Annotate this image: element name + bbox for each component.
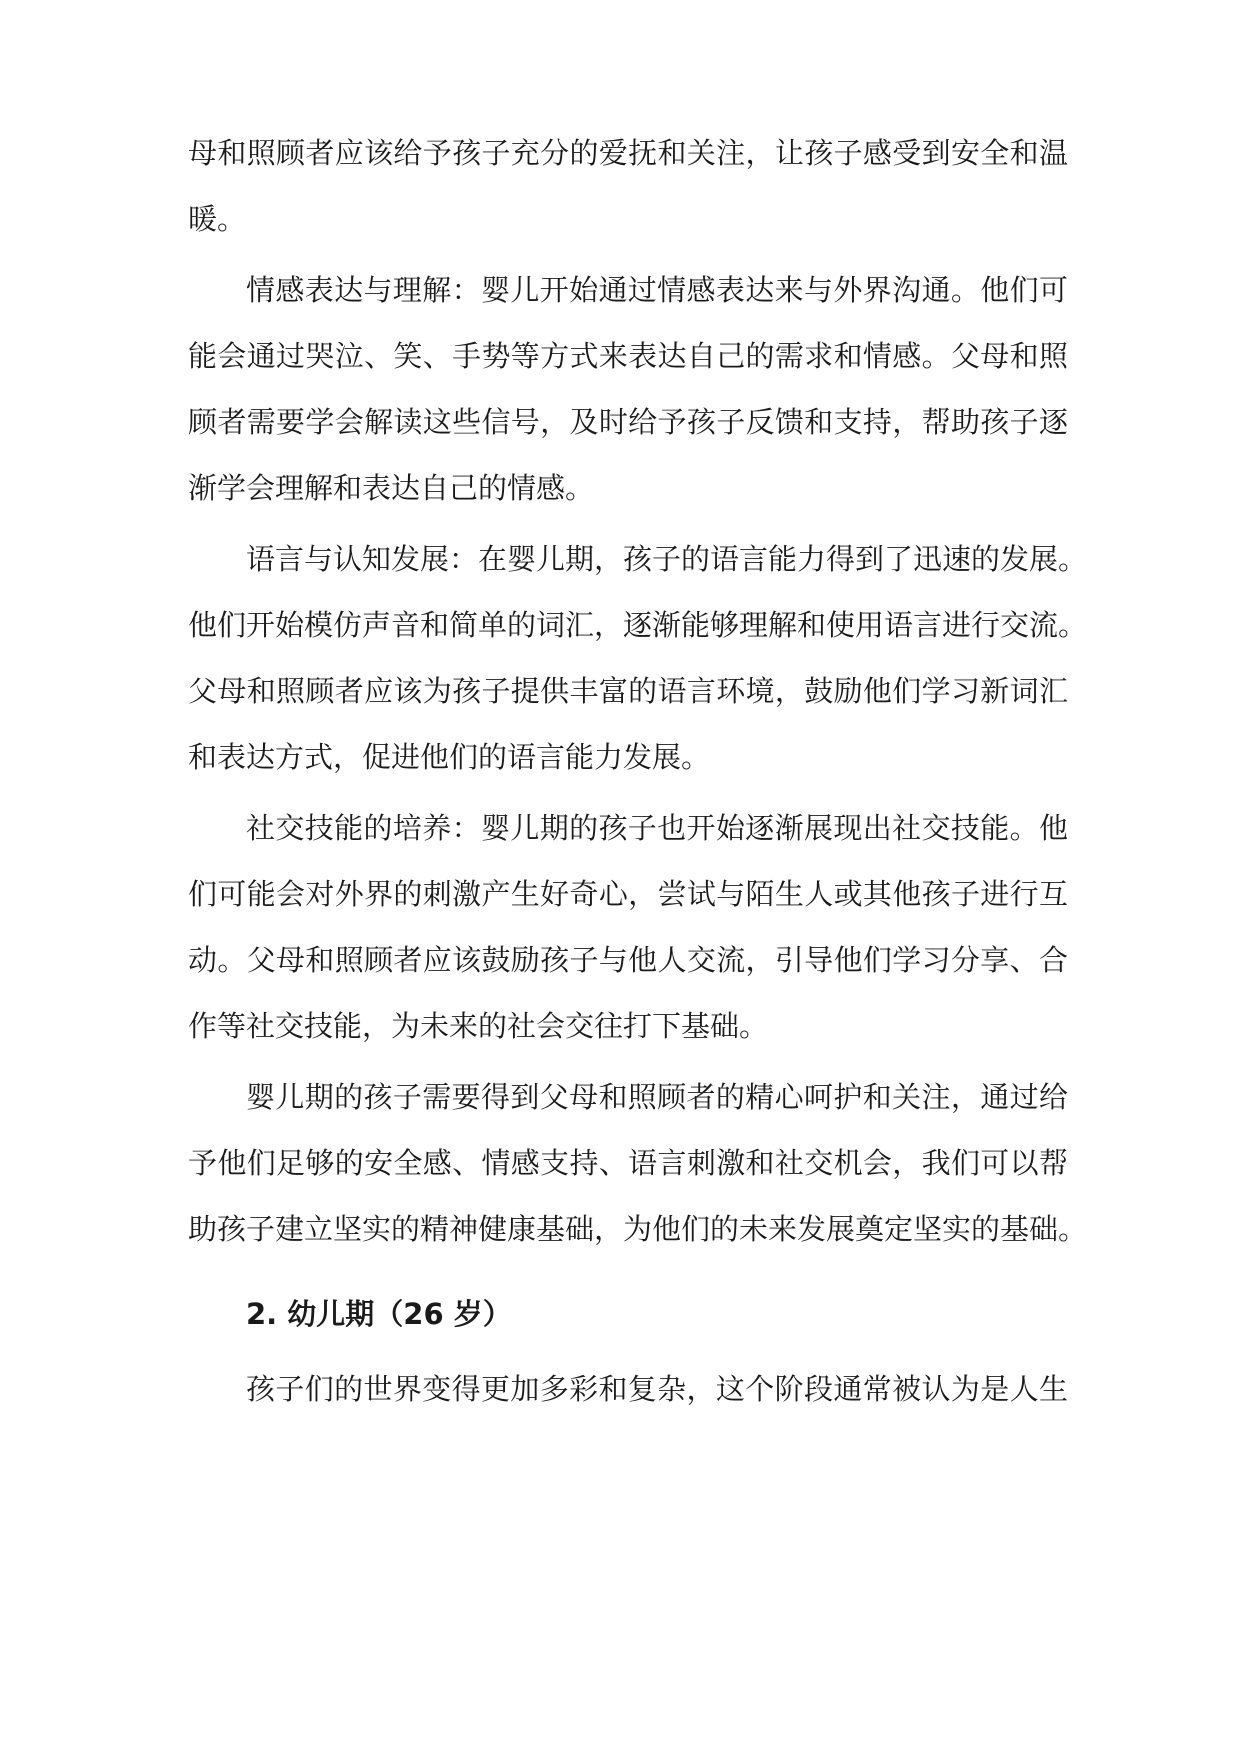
paragraph-line: 予他们足够的安全感、情感支持、语言刺激和社交机会，我们可以帮 <box>188 1146 1068 1180</box>
paragraph-line: 社交技能的培养：婴儿期的孩子也开始逐渐展现出社交技能。他 <box>246 811 1068 845</box>
paragraph-line: 情感表达与理解：婴儿开始通过情感表达来与外界沟通。他们可 <box>246 273 1068 307</box>
paragraph-line: 孩子们的世界变得更加多彩和复杂，这个阶段通常被认为是人生 <box>246 1372 1068 1406</box>
section-heading: 2. 幼儿期（26 岁） <box>246 1297 512 1331</box>
paragraph-line: 父母和照顾者应该为孩子提供丰富的语言环境，鼓励他们学习新词汇 <box>188 674 1068 708</box>
paragraph-line: 们可能会对外界的刺激产生好奇心，尝试与陌生人或其他孩子进行互 <box>188 877 1068 911</box>
paragraph-line: 母和照顾者应该给予孩子充分的爱抚和关注，让孩子感受到安全和温 <box>188 136 1068 170</box>
paragraph-line: 助孩子建立坚实的精神健康基础，为他们的未来发展奠定坚实的基础。 <box>188 1212 1088 1246</box>
paragraph-line: 暖。 <box>188 202 247 236</box>
paragraph-line: 他们开始模仿声音和简单的词汇，逐渐能够理解和使用语言进行交流。 <box>188 608 1088 642</box>
paragraph-line: 语言与认知发展：在婴儿期，孩子的语言能力得到了迅速的发展。 <box>246 542 1088 576</box>
paragraph-line: 顾者需要学会解读这些信号，及时给予孩子反馈和支持，帮助孩子逐 <box>188 405 1068 439</box>
paragraph-line: 动。父母和照顾者应该鼓励孩子与他人交流，引导他们学习分享、合 <box>188 943 1068 977</box>
paragraph-line: 作等社交技能，为未来的社会交往打下基础。 <box>188 1009 769 1043</box>
paragraph-line: 和表达方式，促进他们的语言能力发展。 <box>188 740 711 774</box>
paragraph-line: 渐学会理解和表达自己的情感。 <box>188 471 595 505</box>
paragraph-line: 婴儿期的孩子需要得到父母和照顾者的精心呵护和关注，通过给 <box>246 1080 1068 1114</box>
paragraph-line: 能会通过哭泣、笑、手势等方式来表达自己的需求和情感。父母和照 <box>188 339 1068 373</box>
